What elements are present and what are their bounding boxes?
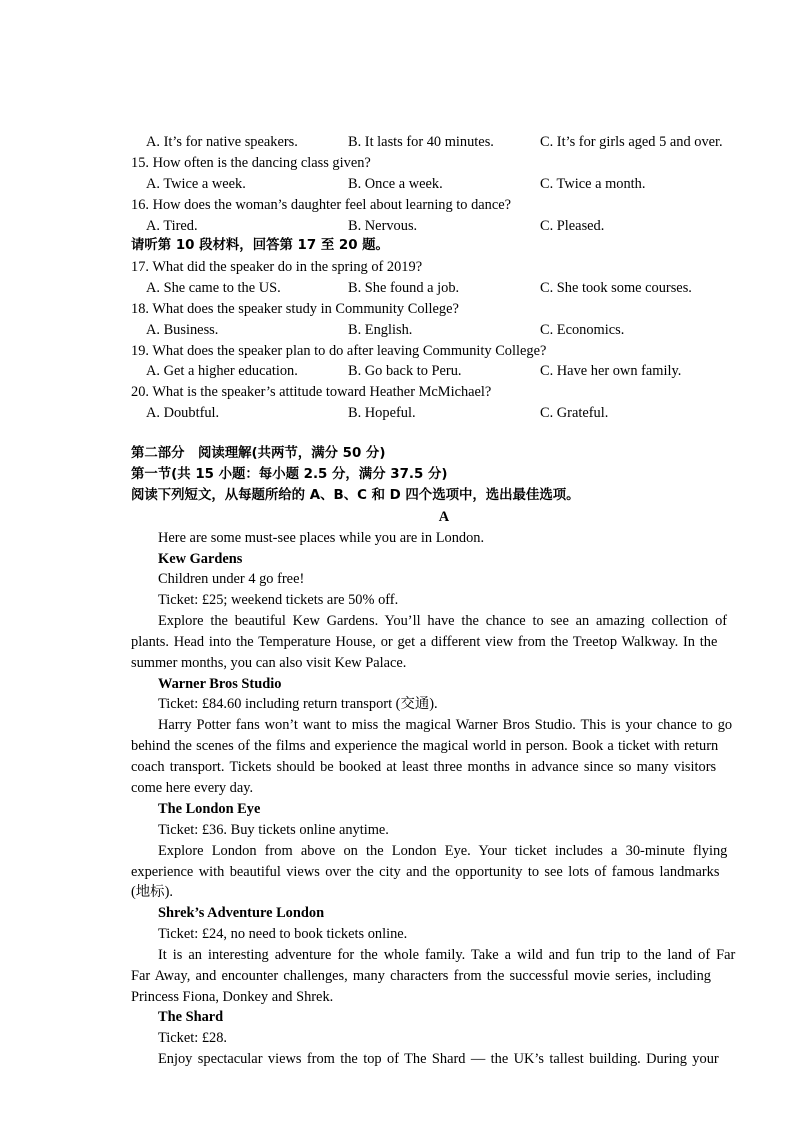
question-16-stem: 16. How does the woman’s daughter feel about learning to dance? — [131, 197, 512, 213]
kew-gardens-paragraph-line: summer months, you can also visit Kew Palace. — [131, 655, 407, 671]
option-c: C. Have her own family. — [540, 363, 682, 379]
question-19-stem: 19. What does the speaker plan to do after leaving Community College? — [131, 343, 547, 359]
london-eye-title: The London Eye — [158, 801, 261, 817]
option-a: A. She came to the US. — [146, 280, 281, 296]
option-b: B. Go back to Peru. — [348, 363, 462, 379]
option-c: C. Grateful. — [540, 405, 609, 421]
kew-gardens-note: Children under 4 go free! — [158, 571, 305, 587]
warner-bros-ticket: Ticket: £84.60 including return transport (交通). — [158, 696, 438, 712]
option-c: C. She took some courses. — [540, 280, 692, 296]
reading-instruction: 阅读下列短文，从每题所给的 A、B、C 和 D 四个选项中，选出最佳选项。 — [131, 488, 580, 503]
section-10-instruction: 请听第 10 段材料，回答第 17 至 20 题。 — [131, 238, 389, 253]
option-b: B. Hopeful. — [348, 405, 416, 421]
option-b: B. Once a week. — [348, 176, 443, 192]
warner-bros-title: Warner Bros Studio — [158, 676, 282, 692]
passage-intro: Here are some must-see places while you are in London. — [158, 530, 485, 546]
option-b: B. Nervous. — [348, 218, 418, 234]
option-a: A. Get a higher education. — [146, 363, 298, 379]
shrek-adventure-paragraph-line: It is an interesting adventure for the whole family. Take a wild and fun trip to the land of Far — [158, 947, 736, 963]
kew-gardens-paragraph-line: plants. Head into the Temperature House, or get a different view from the Treetop Walkway. In the — [131, 634, 718, 650]
warner-bros-paragraph-line: behind the scenes of the films and experience the magical world in person. Book a ticket with return — [131, 738, 719, 754]
london-eye-paragraph-line: Explore London from above on the London Eye. Your ticket includes a 30-minute flying — [158, 843, 728, 859]
warner-bros-paragraph-line: Harry Potter fans won’t want to miss the magical Warner Bros Studio. This is your chance to go — [158, 717, 733, 733]
option-a: A. Doubtful. — [146, 405, 220, 421]
shrek-adventure-paragraph-line: Princess Fiona, Donkey and Shrek. — [131, 989, 334, 1005]
option-a: A. Tired. — [146, 218, 198, 234]
question-15-stem: 15. How often is the dancing class given? — [131, 155, 371, 171]
option-a: A. It’s for native speakers. — [146, 134, 298, 150]
question-20-stem: 20. What is the speaker’s attitude toward Heather McMichael? — [131, 384, 492, 400]
kew-gardens-ticket: Ticket: £25; weekend tickets are 50% off. — [158, 592, 399, 608]
option-a: A. Business. — [146, 322, 219, 338]
question-17-stem: 17. What did the speaker do in the spring of 2019? — [131, 259, 423, 275]
shrek-adventure-paragraph-line: Far Away, and encounter challenges, many characters from the successful movie series, including — [131, 968, 711, 984]
option-c: C. It’s for girls aged 5 and over. — [540, 134, 723, 150]
the-shard-ticket: Ticket: £28. — [158, 1030, 228, 1046]
shrek-adventure-ticket: Ticket: £24, no need to book tickets online. — [158, 926, 408, 942]
option-c: C. Twice a month. — [540, 176, 646, 192]
warner-bros-paragraph-line: come here every day. — [131, 780, 254, 796]
option-b: B. English. — [348, 322, 413, 338]
option-c: C. Pleased. — [540, 218, 605, 234]
shrek-adventure-title: Shrek’s Adventure London — [158, 905, 325, 921]
option-a: A. Twice a week. — [146, 176, 246, 192]
option-b: B. She found a job. — [348, 280, 460, 296]
the-shard-title: The Shard — [158, 1009, 224, 1025]
the-shard-paragraph-line: Enjoy spectacular views from the top of The Shard — the UK’s tallest building. During your — [158, 1051, 719, 1067]
london-eye-paragraph-line: (地标). — [131, 884, 173, 900]
question-18-stem: 18. What does the speaker study in Community College? — [131, 301, 459, 317]
london-eye-paragraph-line: experience with beautiful views over the city and the opportunity to see lots of famous landmarks — [131, 864, 720, 880]
kew-gardens-paragraph-line: Explore the beautiful Kew Gardens. You’ll have the chance to see an amazing collection of — [158, 613, 728, 629]
passage-letter: A — [438, 509, 450, 525]
section-1-heading: 第一节(共 15 小题：每小题 2.5 分，满分 37.5 分) — [131, 467, 448, 482]
option-b: B. It lasts for 40 minutes. — [348, 134, 494, 150]
kew-gardens-title: Kew Gardens — [158, 551, 243, 567]
london-eye-ticket: Ticket: £36. Buy tickets online anytime. — [158, 822, 389, 838]
part-2-title: 第二部分 阅读理解(共两节，满分 50 分) — [131, 446, 386, 461]
option-c: C. Economics. — [540, 322, 625, 338]
warner-bros-paragraph-line: coach transport. Tickets should be booked at least three months in advance since so many visitors — [131, 759, 717, 775]
